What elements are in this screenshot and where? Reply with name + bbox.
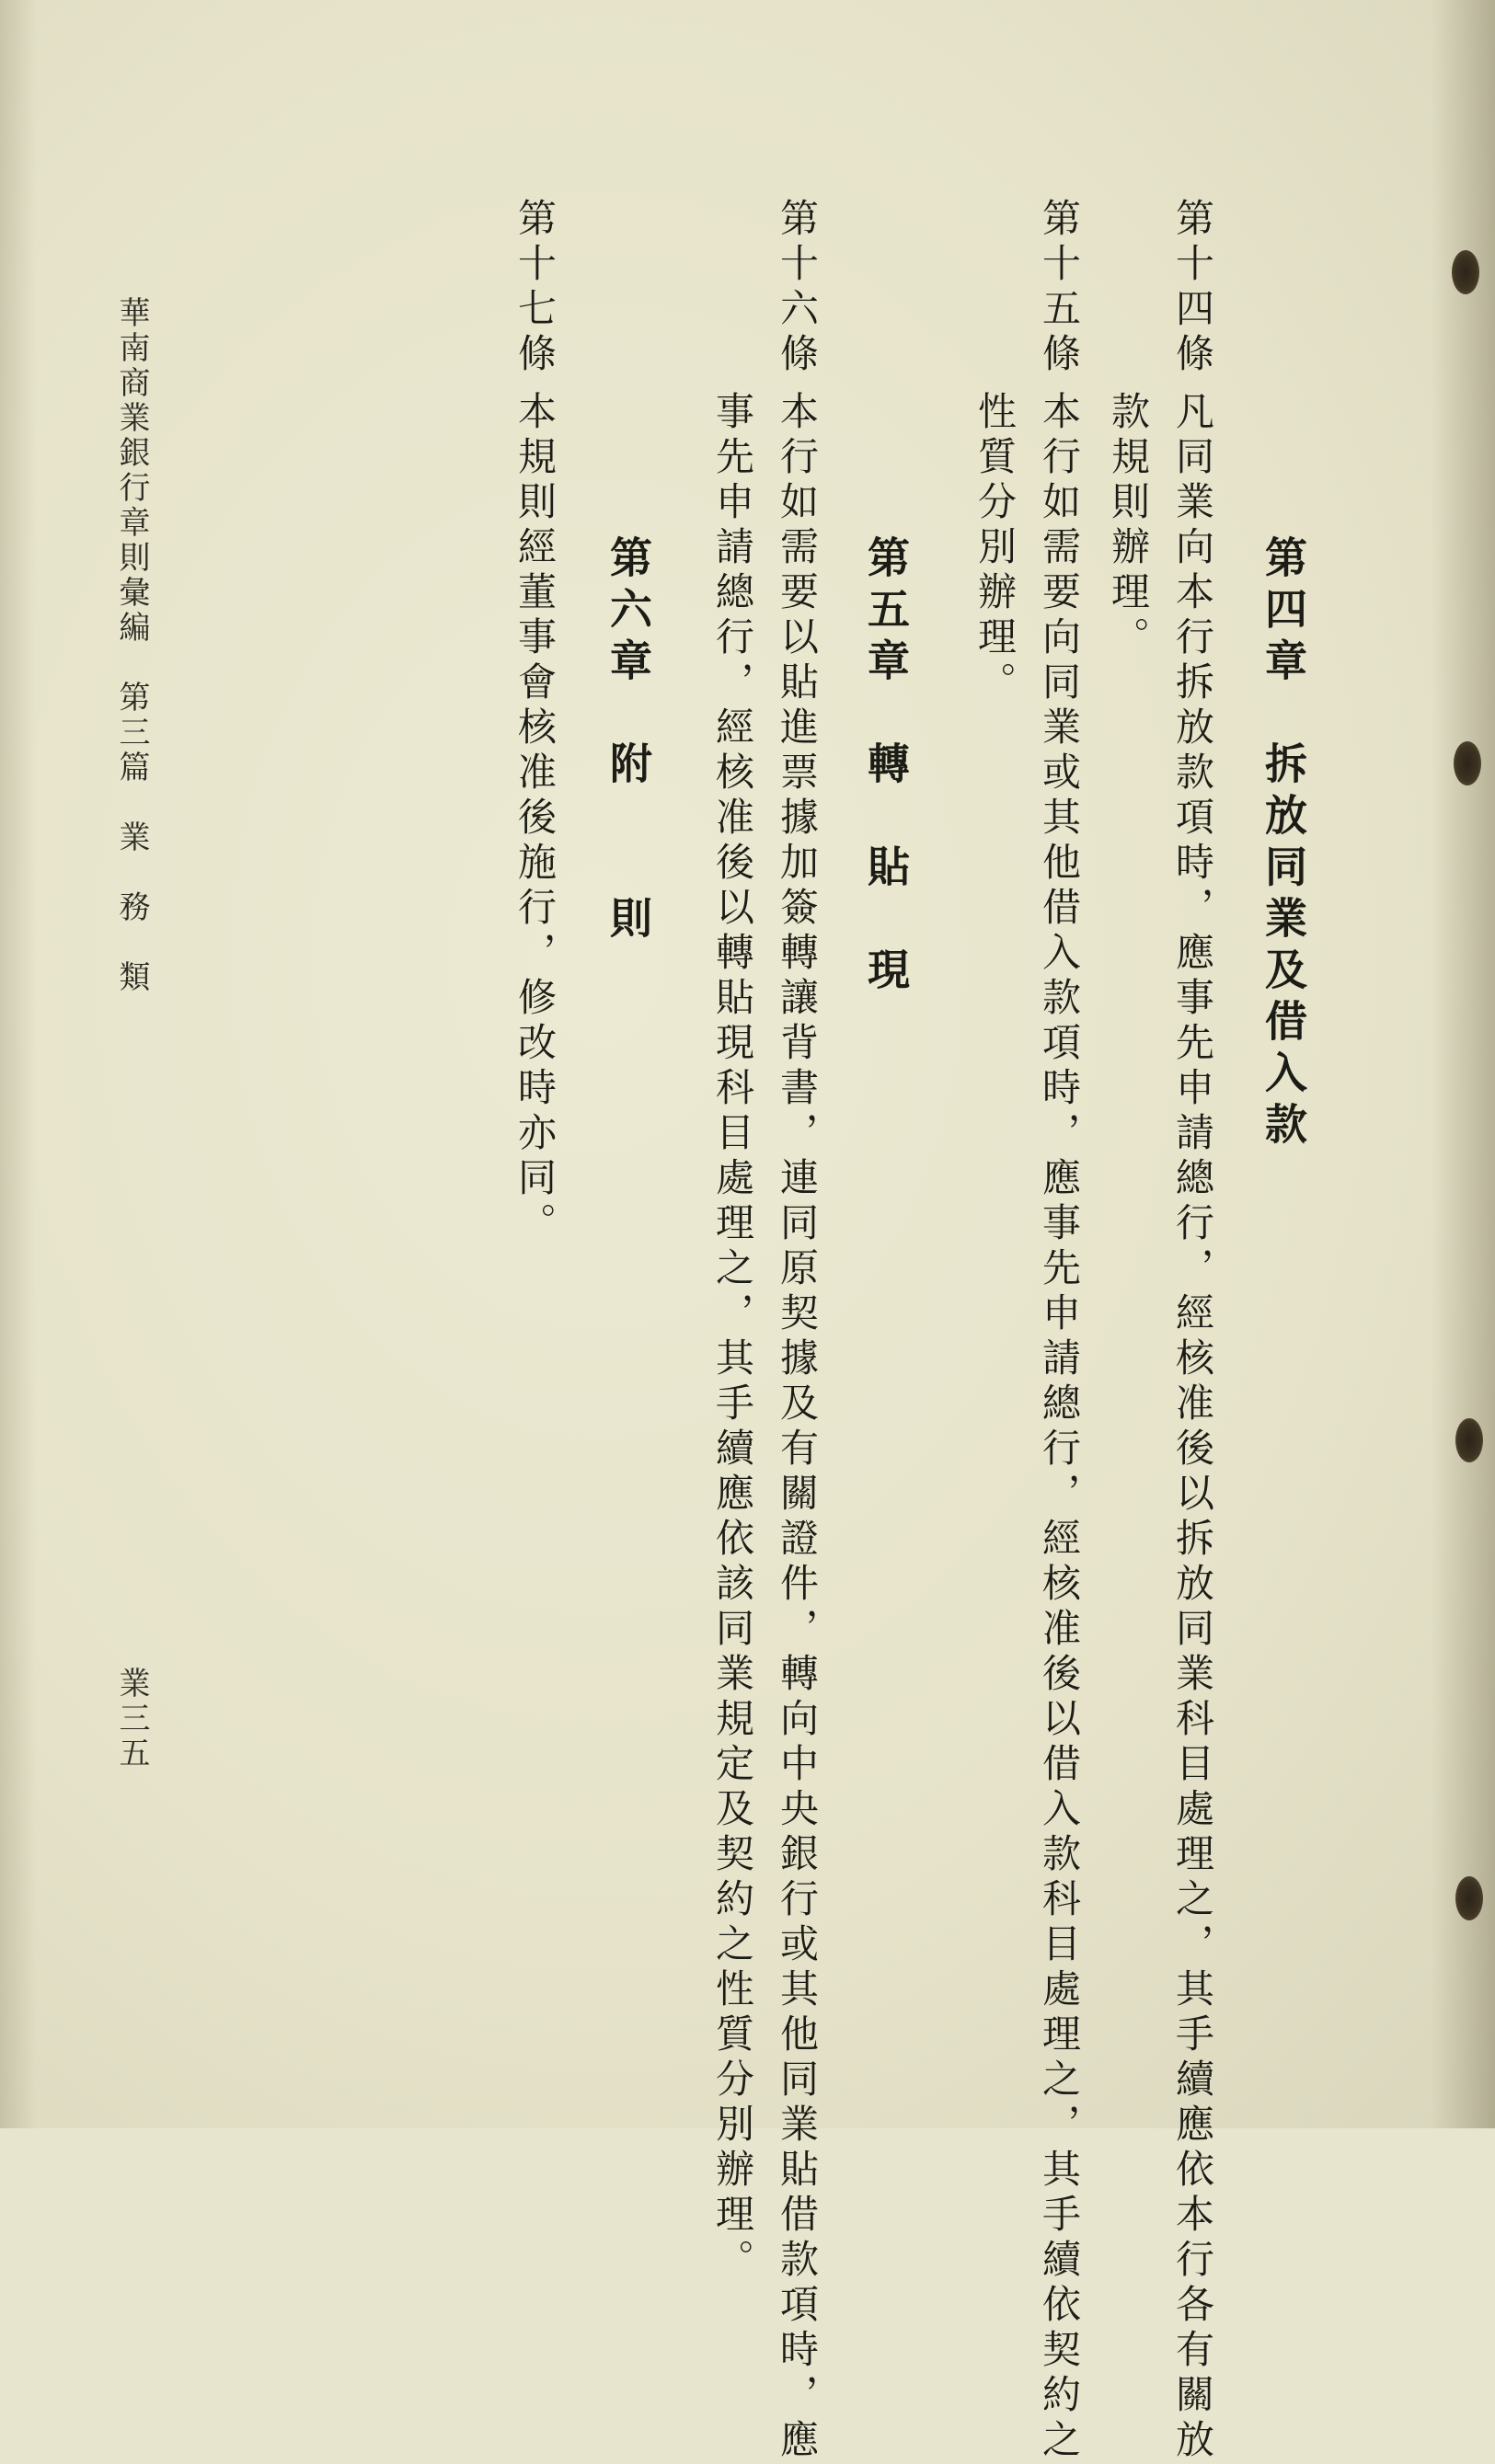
running-head: 華南商業銀行章則彙編 第三篇 業 務 類 (113, 296, 150, 995)
article-17-number: 第十七條 (512, 198, 558, 378)
chapter-4-heading: 第四章 拆放同業及借入款 (1259, 535, 1308, 1153)
chapter-5-heading: 第五章 轉 貼 現 (861, 535, 911, 999)
article-16-text-line-2: 事先申請總行，經核准後以轉貼現科目處理之，其手續應依該同業規定及契約之性質分別辦理。 (710, 391, 755, 2284)
binding-hole (1455, 1418, 1483, 1462)
page-left-shadow (0, 0, 37, 2128)
binding-hole (1454, 741, 1481, 785)
chapter-6-heading: 第六章 附 則 (604, 535, 653, 947)
binding-hole (1452, 250, 1479, 294)
article-16-number: 第十六條 (775, 198, 820, 378)
article-14-text-line-2: 款規則辦理。 (1106, 391, 1151, 661)
article-17-text-line-1: 本規則經董事會核准後施行，修改時亦同。 (512, 391, 558, 1247)
page-edge-shadow (1431, 0, 1495, 2128)
binding-hole (1455, 1876, 1483, 1920)
article-16-text-line-1: 本行如需要以貼進票據加簽轉讓背書，連同原契據及有關證件，轉向中央銀行或其他同業貼借款項時，應 (775, 391, 820, 2464)
article-14-number: 第十四條 (1170, 198, 1215, 378)
article-14-text-line-1: 凡同業向本行拆放款項時，應事先申請總行，經核准後以拆放同業科目處理之，其手續應依本行各有關放 (1170, 391, 1215, 2464)
article-15-text-line-2: 性質分別辦理。 (972, 391, 1018, 706)
article-15-text-line-1: 本行如需要向同業或其他借入款項時，應事先申請總行，經核准後以借入款科目處理之，其手續依契約之 (1037, 391, 1082, 2464)
article-15-number: 第十五條 (1037, 198, 1082, 378)
page-number: 業三五 (113, 1667, 150, 1771)
